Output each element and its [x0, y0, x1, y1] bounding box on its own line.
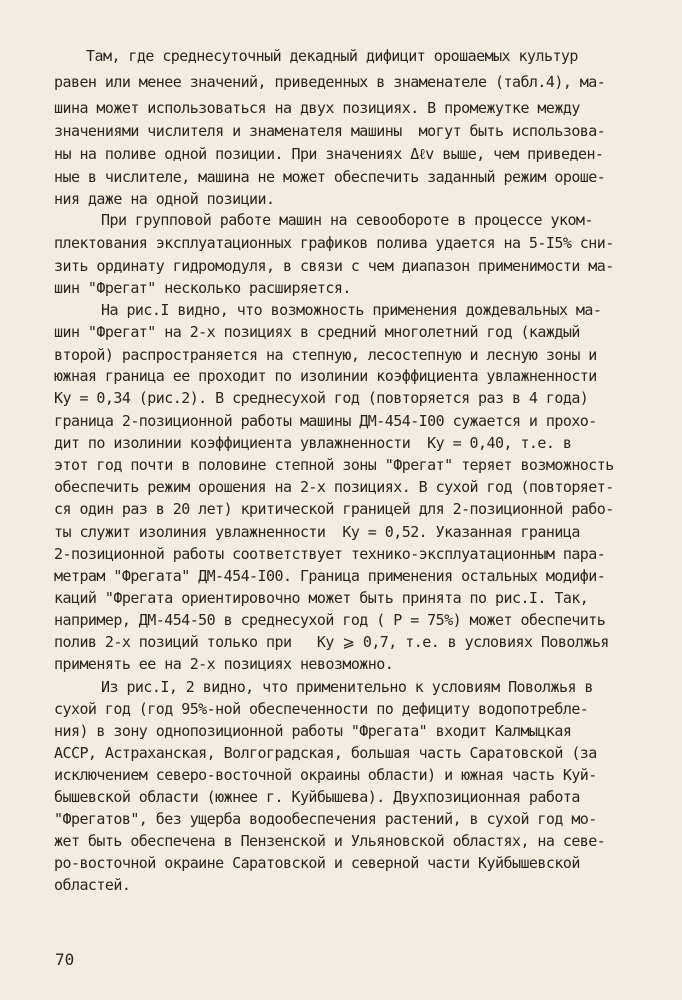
p3-line-12: 2-позиционной работы соответствует технико-эксплуатационным пара- [54, 545, 606, 563]
p1-line-3: шина может использоваться на двух позициях. В промежутке между [54, 99, 580, 117]
p1-line-5: ны на поливе одной позиции. При значениях Δℓv выше, чем приведен- [54, 145, 604, 163]
p4-line-8: жет быть обеспечена в Пензенской и Ульяновской областях, на севе- [54, 832, 606, 850]
p3-line-1: На рис.I видно, что возможность применения дождевальных ма- [101, 301, 602, 319]
p4-line-5: исключением северо-восточной окраины области) и южная часть Куй- [54, 766, 597, 784]
p2-line-3: зить ординату гидромодуля, в связи с чем диапазон применимости ма- [54, 257, 614, 275]
p3-line-5: Ky = 0,34 (рис.2). В среднесухой год (повторяется раз в 4 года) [54, 389, 589, 407]
p4-line-10: областей. [54, 876, 131, 894]
page-number: 70 [55, 950, 75, 969]
p1-line-4: значениями числителя и знаменателя машины могут быть использова- [54, 122, 606, 140]
p4-line-3: ния) в зону однопозиционной работы "Фрегата" входит Калмыцкая [54, 722, 572, 740]
p4-line-2: сухой год (год 95%-ной обеспеченности по дефициту водопотребле- [54, 700, 589, 718]
p3-line-14: каций "Фрегата ориентировочно может быть принята по рис.I. Так, [54, 589, 589, 607]
p1-line-1: Там, где среднесуточный декадный дифицит орошаемых культур [86, 47, 578, 65]
p2-line-1: При групповой работе машин на севообороте в процессе уком- [101, 211, 593, 229]
p3-line-6: граница 2-позиционной работы машины ДМ-454-I00 сужается и прохо- [54, 412, 597, 430]
p3-line-8: этот год почти в половине степной зоны "Фрегат" теряет возможность [54, 456, 614, 474]
p4-line-1: Из рис.I, 2 видно, что применительно к условиям Поволжья в [101, 678, 593, 696]
p1-line-2: равен или менее значений, приведенных в знаменателе (табл.4), ма- [54, 73, 606, 91]
p3-line-9: обеспечить режим орошения на 2-х позициях. В сухой год (повторяет- [54, 478, 614, 496]
p4-line-9: ро-восточной окраине Саратовской и северной части Куйбышевской [54, 854, 580, 872]
p1-line-6: ные в числителе, машина не может обеспечить заданный режим ороше- [54, 168, 606, 186]
p3-line-17: применять ее на 2-х позициях невозможно. [54, 655, 394, 673]
p3-line-13: метрам "Фрегата" ДМ-454-I00. Граница применения остальных модифи- [54, 567, 606, 585]
p3-line-15: например, ДМ-454-50 в среднесухой год ( P = 75%) может обеспечить [54, 611, 606, 629]
p4-line-6: бышевской области (южнее г. Куйбышева). Двухпозиционная работа [54, 788, 580, 806]
p3-line-10: ся один раз в 20 лет) критической границей для 2-позиционной рабо- [54, 500, 614, 518]
p3-line-3: второй) распространяется на степную, лесостепную и лесную зоны и [54, 346, 597, 364]
p4-line-4: АССР, Астраханская, Волгоградская, большая часть Саратовской (за [54, 744, 597, 762]
p2-line-4: шин "Фрегат" несколько расширяется. [54, 279, 351, 297]
p3-line-4: южная граница ее проходит по изолинии коэффициента увлажненности [54, 367, 597, 385]
p3-line-2: шин "Фрегат" на 2-х позициях в средний многолетний год (каждый [54, 323, 580, 341]
p3-line-11: ты служит изолиния увлажненности Ky = 0,52. Указанная граница [54, 523, 580, 541]
p3-line-7: дит по изолинии коэффициента увлажненности Ky = 0,40, т.е. в [54, 434, 572, 452]
p1-line-7: ния даже на одной позиции. [54, 190, 275, 208]
p2-line-2: плектования эксплуатационных графиков полива удается на 5-I5% сни- [54, 234, 614, 252]
p4-line-7: "Фрегатов", без ущерба водообеспечения растений, в сухой год мо- [54, 810, 597, 828]
p3-line-16: полив 2-х позиций только при Ky ⩾ 0,7, т.е. в условиях Поволжья [54, 633, 609, 651]
